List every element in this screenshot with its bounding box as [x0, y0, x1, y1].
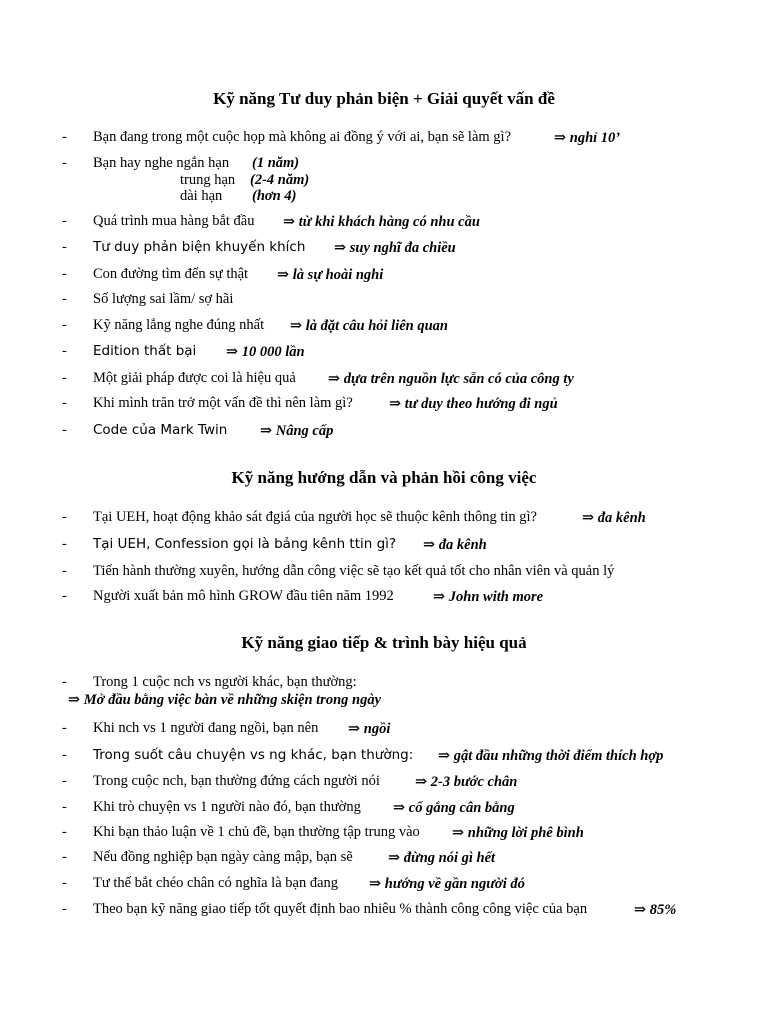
- bullet-dash: -: [62, 563, 67, 579]
- bullet-dash: -: [62, 370, 67, 386]
- question-text: Tại UEH, Confession gọi là bảng kênh ttin gì?: [93, 536, 397, 552]
- list-item: [0, 155, 768, 175]
- section-title-critical-thinking: Kỹ năng Tư duy phản biện + Giải quyết vấn đề: [213, 89, 555, 108]
- list-item: [0, 720, 768, 740]
- list-item: [0, 291, 768, 311]
- list-item: [0, 588, 768, 608]
- answer-text: ⇒ suy nghĩ đa chiều: [334, 240, 456, 256]
- bullet-dash: -: [62, 720, 67, 736]
- bullet-dash: -: [62, 155, 67, 171]
- list-item: [0, 422, 768, 442]
- answer-text: ⇒ 2-3 bước chân: [415, 774, 518, 790]
- answer-text: ⇒ Nâng cấp: [260, 423, 334, 439]
- answer-text: ⇒ là sự hoài nghi: [277, 267, 384, 283]
- list-item: [0, 395, 768, 415]
- bullet-dash: -: [62, 901, 67, 917]
- question-text: Tư duy phản biện khuyến khích: [93, 239, 306, 255]
- answer-text: ⇒ nghỉ 10’: [554, 130, 621, 146]
- answer-text: ⇒ John with more: [433, 589, 544, 605]
- bullet-dash: -: [62, 291, 67, 307]
- list-item: [0, 129, 768, 149]
- question-text: Trong suốt câu chuyện vs ng khác, bạn thường:: [93, 747, 414, 763]
- bullet-dash: -: [62, 849, 67, 865]
- bullet-dash: -: [62, 395, 67, 411]
- question-text: Một giải pháp được coi là hiệu quả: [93, 370, 296, 386]
- bullet-dash: -: [62, 509, 67, 525]
- question-text: Khi trò chuyện vs 1 người nào đó, bạn thường: [93, 799, 361, 815]
- sub-answer: (2-4 năm): [250, 172, 310, 188]
- answer-text: ⇒ đa kênh: [423, 537, 487, 553]
- bullet-dash: -: [62, 422, 67, 438]
- list-item: [0, 370, 768, 390]
- answer-text: ⇒ ngồi: [348, 721, 391, 737]
- question-text: Con đường tìm đến sự thật: [93, 266, 249, 282]
- bullet-dash: -: [62, 129, 67, 145]
- bullet-dash: -: [62, 799, 67, 815]
- answer-text: ⇒ Mở đầu bằng việc bàn về những skiện trong ngày: [68, 692, 382, 708]
- question-text: Kỹ năng lắng nghe đúng nhất: [93, 317, 265, 333]
- question-text: Nếu đồng nghiệp bạn ngày càng mập, bạn sẽ: [93, 849, 353, 865]
- bullet-dash: -: [62, 239, 67, 255]
- list-item: [0, 343, 768, 363]
- answer-text: ⇒ tư duy theo hướng đi ngủ: [389, 396, 558, 412]
- question-text: Quá trình mua hàng bắt đầu: [93, 213, 255, 229]
- question-text: Người xuất bản mô hình GROW đầu tiên năm 1992: [93, 588, 394, 604]
- question-text: Khi bạn thảo luận về 1 chủ đề, bạn thường tập trung vào: [93, 824, 420, 840]
- question-text: Theo bạn kỹ năng giao tiếp tốt quyết định bao nhiêu % thành công công việc của bạn: [93, 901, 588, 917]
- question-text: Trong cuộc nch, bạn thường đứng cách người nói: [93, 773, 380, 789]
- question-text: Bạn hay nghe ngắn hạn: [93, 155, 230, 171]
- section-title-communication: Kỹ năng giao tiếp & trình bày hiệu quả: [241, 633, 527, 652]
- answer-text: ⇒ gật đầu những thời điểm thích hợp: [438, 748, 664, 764]
- bullet-dash: -: [62, 674, 67, 690]
- list-item: [0, 747, 768, 767]
- bullet-dash: -: [62, 536, 67, 552]
- answer-text: ⇒ đừng nói gì hết: [388, 850, 496, 866]
- answer-text: ⇒ những lời phê bình: [452, 825, 584, 841]
- list-item: [0, 799, 768, 819]
- question-text: Trong 1 cuộc nch vs người khác, bạn thường:: [93, 674, 357, 690]
- bullet-dash: -: [62, 266, 67, 282]
- question-text: Bạn đang trong một cuộc họp mà không ai đồng ý với ai, bạn sẽ làm gì?: [93, 129, 512, 145]
- list-item: [0, 239, 768, 259]
- list-item: [0, 536, 768, 556]
- question-text: Số lượng sai lầm/ sợ hãi: [93, 291, 234, 307]
- list-item: [0, 213, 768, 233]
- question-text: Tư thế bắt chéo chân có nghĩa là bạn đang: [93, 875, 338, 891]
- answer-text: ⇒ đa kênh: [582, 510, 646, 526]
- section-title-guidance-feedback: Kỹ năng hướng dẫn và phản hồi công việc: [231, 468, 537, 487]
- bullet-dash: -: [62, 317, 67, 333]
- bullet-dash: -: [62, 747, 67, 763]
- question-text: Code của Mark Twin: [93, 422, 228, 438]
- list-item: [0, 773, 768, 793]
- answer-text: ⇒ hướng về gần người đó: [369, 876, 525, 892]
- question-text: Tiến hành thường xuyên, hướng dẫn công việc sẽ tạo kết quả tốt cho nhân viên và quản lý: [93, 563, 615, 579]
- sub-answer: (hơn 4): [252, 188, 297, 204]
- answer-text: (1 năm): [252, 155, 300, 171]
- answer-text: ⇒ cố gắng cân bằng: [393, 800, 515, 816]
- bullet-dash: -: [62, 875, 67, 891]
- bullet-dash: -: [62, 588, 67, 604]
- answer-text: ⇒ từ khi khách hàng có nhu cầu: [283, 214, 480, 230]
- list-item: [0, 901, 768, 921]
- list-item: [0, 875, 768, 895]
- question-text: Khi nch vs 1 người đang ngồi, bạn nên: [93, 720, 319, 736]
- answer-text: ⇒ dựa trên nguồn lực sẵn có của công ty: [328, 371, 574, 387]
- list-item: [0, 509, 768, 529]
- bullet-dash: -: [62, 824, 67, 840]
- list-item: [0, 849, 768, 869]
- bullet-dash: -: [62, 773, 67, 789]
- list-item: [0, 317, 768, 337]
- list-item: [0, 266, 768, 286]
- question-text: Tại UEH, hoạt động khảo sát đgiá của người học sẽ thuộc kênh thông tin gì?: [93, 509, 537, 525]
- bullet-dash: -: [62, 343, 67, 359]
- list-item: [0, 824, 768, 844]
- list-item: [0, 563, 768, 583]
- sub-label: trung hạn: [180, 172, 236, 188]
- bullet-dash: -: [62, 213, 67, 229]
- answer-text: ⇒ 10 000 lần: [226, 344, 305, 360]
- sub-label: dài hạn: [180, 188, 223, 204]
- question-text: Edition thất bại: [93, 343, 197, 359]
- question-text: Khi mình trăn trở một vấn đề thì nên làm gì?: [93, 395, 353, 411]
- answer-text: ⇒ là đặt câu hỏi liên quan: [290, 318, 448, 334]
- answer-text: ⇒ 85%: [634, 902, 677, 918]
